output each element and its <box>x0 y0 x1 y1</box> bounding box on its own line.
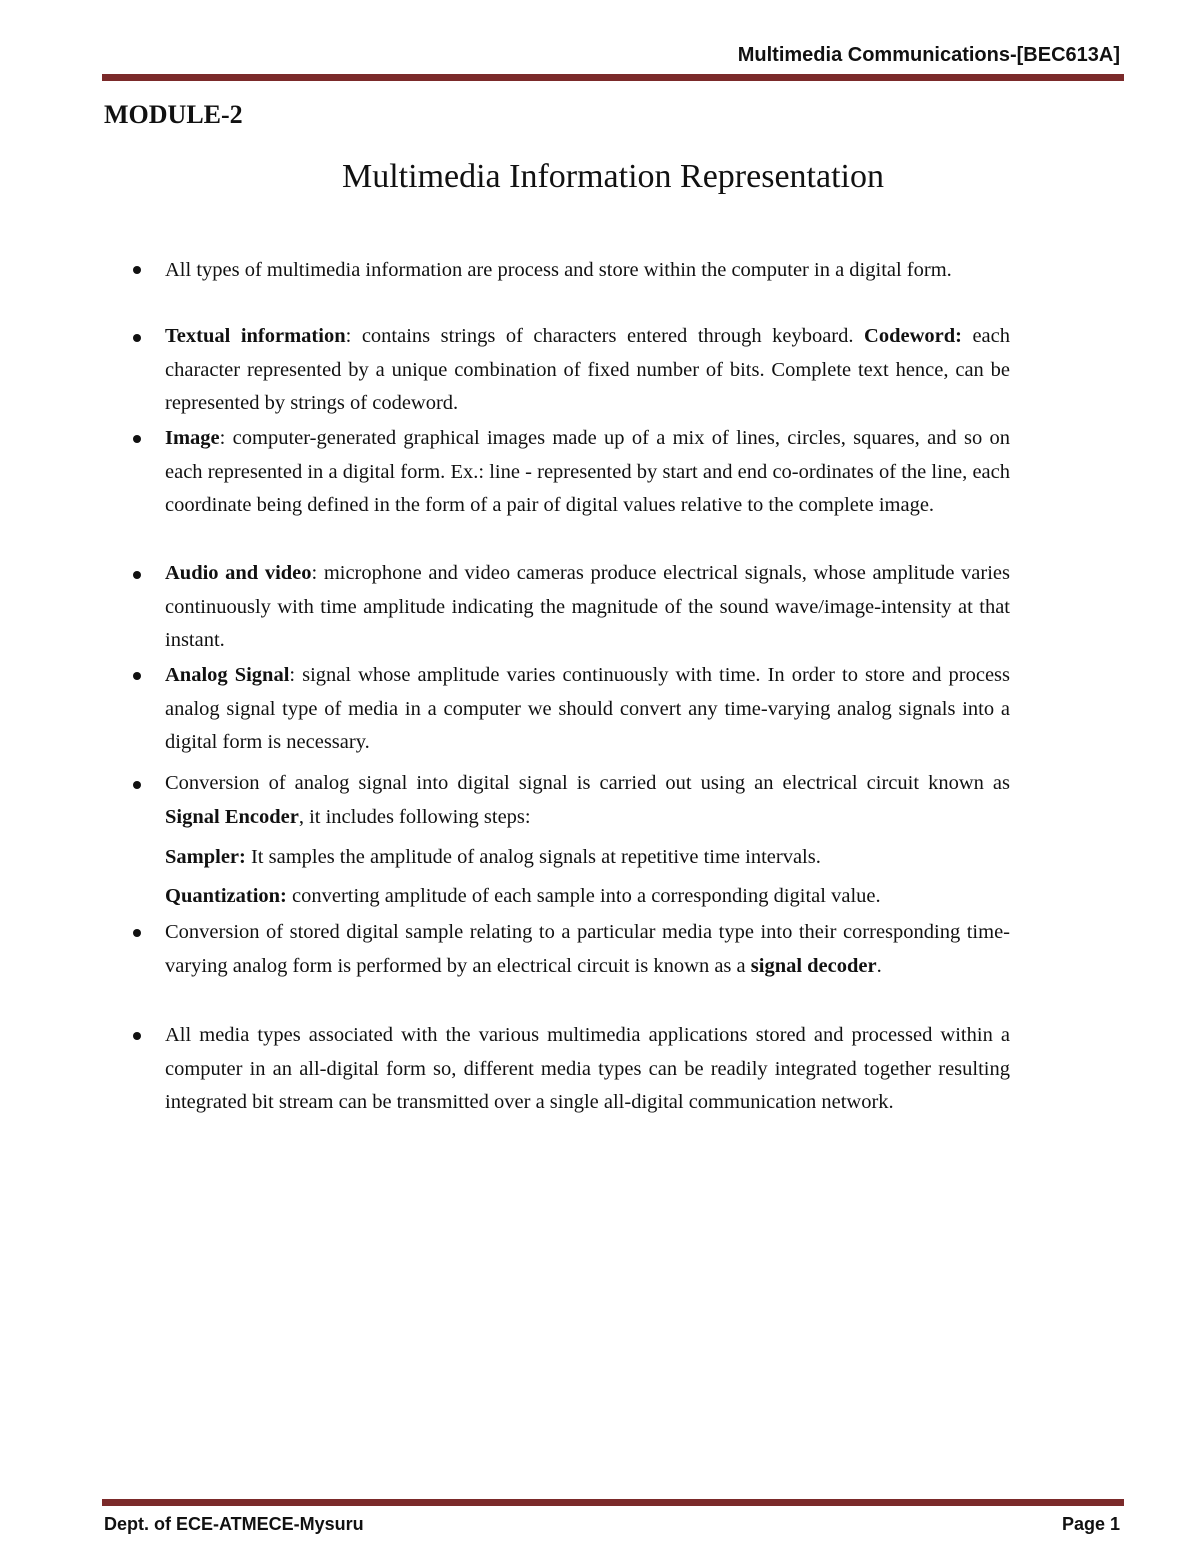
item-text: All media types associated with the various multimedia applications stored and processed within a computer in an all-digital form so, different media types can be readily integrated together resulting integrated bit stream can be transmitted over a single all-digital communication network. <box>165 1024 1010 1113</box>
item-term: Sampler: <box>165 846 246 868</box>
list-item <box>165 916 1010 983</box>
bullet-icon <box>131 781 143 793</box>
item-term: Quantization: <box>165 885 287 907</box>
course-header: Multimedia Communications-[BEC613A] <box>737 44 1120 66</box>
list-item <box>165 1019 1010 1120</box>
list-item <box>165 320 1010 421</box>
sub-item <box>165 841 1010 875</box>
item-text: : contains strings of characters entered through keyboard. <box>345 325 854 347</box>
page-title: Multimedia Information Representation <box>342 158 884 195</box>
item-term: Signal Encoder <box>165 805 299 828</box>
item-text: : microphone and video cameras produce electrical signals, whose amplitude varies continuously with time amplitude indicating the magnitude of the sound wave/image-intensity at that instant. <box>165 562 1010 651</box>
item-term: signal decoder <box>750 954 877 977</box>
footer-dept: Dept. of ECE-ATMECE-Mysuru <box>104 1514 364 1534</box>
bullet-icon <box>131 1032 143 1044</box>
module-label: MODULE-2 <box>104 100 243 129</box>
item-term: Textual information <box>165 325 346 347</box>
item-term: Audio and video <box>165 562 312 584</box>
footer-rule <box>102 1499 1124 1506</box>
page-number: Page 1 <box>1061 1514 1120 1534</box>
item-text: converting amplitude of each sample into a corresponding digital value. <box>286 885 881 907</box>
item-text: : computer-generated graphical images made up of a mix of lines, circles, squares, and so on each represented in a digital form. Ex.: line - represented by start and end co-ordinates of the line, each coordinate being defined in the form of a pair of digital values relative to the complete image. <box>165 427 1010 516</box>
list-item <box>165 767 1010 834</box>
item-text: All types of multimedia information are process and store within the computer in a digital form. <box>165 259 952 281</box>
item-text: . <box>876 954 882 977</box>
bullet-icon <box>131 929 143 941</box>
list-item <box>165 254 1010 288</box>
item-text: , it includes following steps: <box>298 805 531 828</box>
item-term: Analog Signal <box>165 664 290 686</box>
item-text: each character represented by a unique combination of fixed number of bits. Complete text hence, can be represented by strings of codeword. <box>165 325 1011 414</box>
list-item <box>165 422 1010 523</box>
bullet-icon <box>131 266 143 278</box>
bullet-icon <box>131 435 143 447</box>
header-rule <box>102 74 1124 81</box>
list-item <box>165 557 1010 658</box>
item-term: Codeword: <box>864 325 962 347</box>
bullet-icon <box>131 334 143 346</box>
item-text: It samples the amplitude of analog signals at repetitive time intervals. <box>245 846 821 868</box>
bullet-icon <box>131 571 143 583</box>
item-text: : signal whose amplitude varies continuously with time. In order to store and process analog signal type of media in a computer we should convert any time-varying analog signals into a digital form is necessary. <box>165 664 1010 753</box>
list-item <box>165 659 1010 760</box>
item-term: Image <box>165 427 220 449</box>
item-text: Conversion of stored digital sample relating to a particular media type into their corresponding time-varying analog form is performed by an electrical circuit is known as a <box>165 921 1010 977</box>
sub-item <box>165 880 1010 914</box>
bullet-icon <box>131 672 143 684</box>
item-text: Conversion of analog signal into digital signal is carried out using an electrical circuit known as <box>165 772 1010 794</box>
